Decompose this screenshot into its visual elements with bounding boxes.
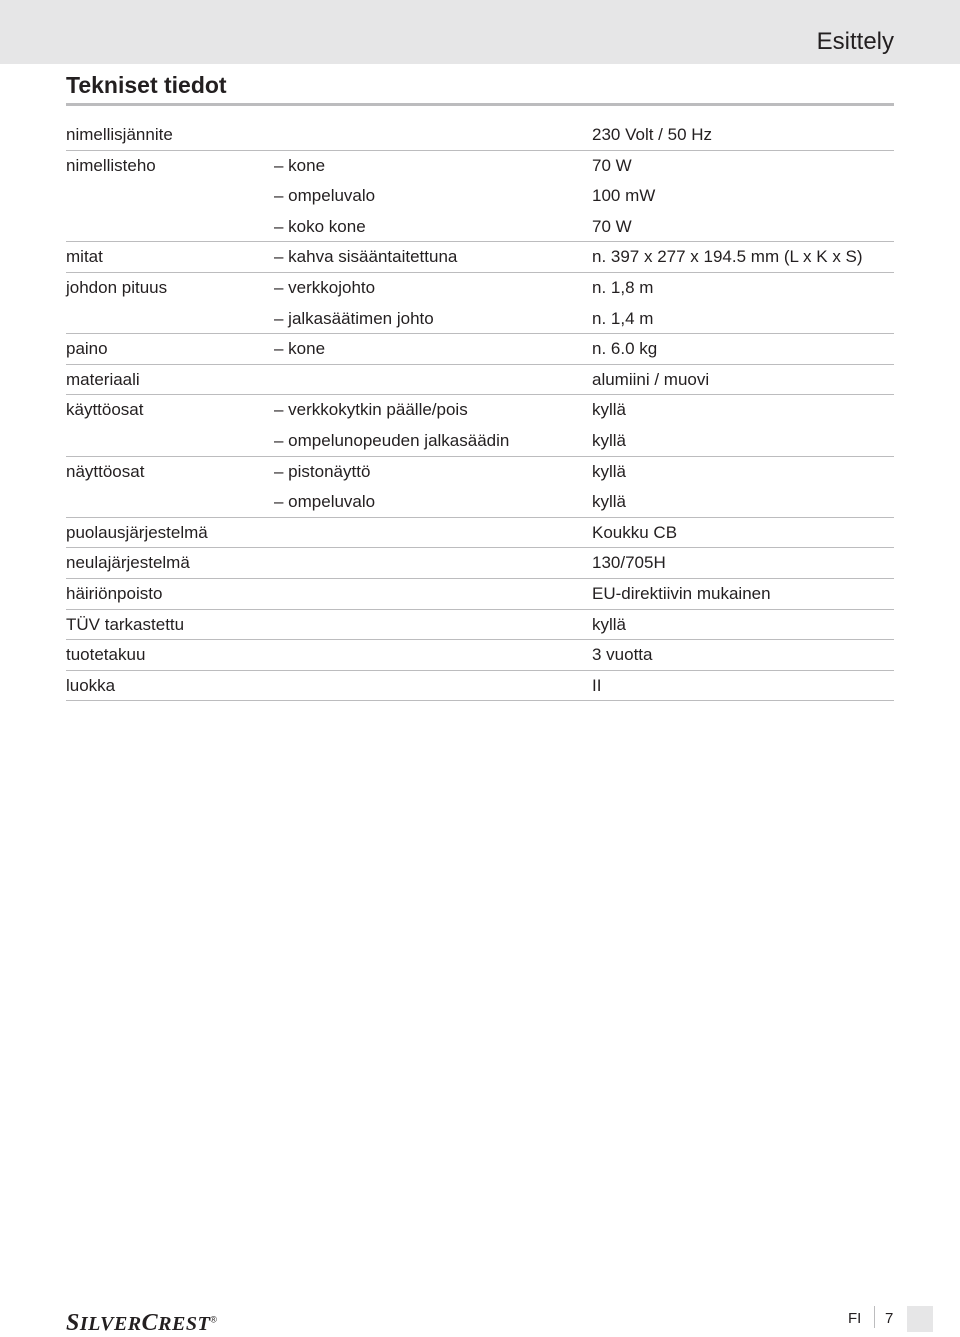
page-title: Tekniset tiedot: [66, 72, 227, 98]
spec-value: n. 1,8 m: [592, 277, 654, 297]
spec-sublabel: – pistonäyttö: [274, 461, 371, 481]
spec-sublabel: – kone: [274, 155, 326, 175]
spec-value: 70 W: [592, 216, 632, 236]
spec-label: materiaali: [66, 369, 140, 389]
spec-sublabel: – ompeluvalo: [274, 186, 376, 206]
spec-value: n. 397 x 277 x 194.5 mm (L x K x S): [592, 247, 863, 267]
spec-value: 230 Volt / 50 Hz: [592, 125, 713, 144]
spec-label: häiriönpoisto: [66, 583, 163, 603]
spec-label: nimellisjännite: [66, 125, 173, 144]
spec-sublabel: – verkkokytkin päälle/pois: [274, 400, 468, 420]
spec-value: EU-direktiivin mukainen: [592, 583, 771, 603]
spec-table: [66, 120, 894, 701]
spec-value: kyllä: [592, 430, 627, 450]
spec-row: [66, 151, 894, 182]
spec-sublabel: – verkkojohto: [274, 277, 376, 297]
spec-value: 100 mW: [592, 186, 656, 206]
spec-row: [66, 518, 894, 549]
spec-label: mitat: [66, 247, 103, 267]
spec-value: 70 W: [592, 155, 632, 175]
spec-label: puolausjärjestelmä: [66, 522, 208, 542]
spec-value: 130/705H: [592, 553, 666, 573]
spec-label: neulajärjestelmä: [66, 553, 190, 573]
page-number: 7: [885, 1310, 894, 1327]
footer-divider: [874, 1306, 875, 1328]
spec-sublabel: – ompelunopeuden jalkasäädin: [274, 430, 510, 450]
spec-sublabel: – ompeluvalo: [274, 492, 376, 512]
spec-sublabel: – koko kone: [274, 216, 366, 236]
brand-logo: SILVERCREST®: [66, 1310, 218, 1336]
spec-value: Koukku CB: [592, 522, 678, 542]
spec-row: [66, 212, 894, 243]
spec-value: alumiini / muovi: [592, 369, 710, 389]
spec-sublabel: – jalkasäätimen johto: [274, 308, 434, 328]
spec-value: n. 6.0 kg: [592, 339, 658, 359]
spec-row: [66, 426, 894, 457]
spec-row: [66, 579, 894, 610]
spec-row: [66, 242, 894, 273]
spec-sublabel: – kahva sisääntaitettuna: [274, 247, 458, 267]
spec-label: TÜV tarkastettu: [66, 614, 185, 634]
spec-row: [66, 395, 894, 426]
spec-row: [66, 671, 894, 702]
spec-label: tuotetakuu: [66, 645, 146, 665]
spec-row: [66, 120, 894, 151]
spec-value: 3 vuotta: [592, 645, 653, 665]
title-divider: [66, 103, 894, 106]
spec-label: näyttöosat: [66, 461, 145, 481]
spec-value: kyllä: [592, 400, 627, 420]
spec-row: [66, 273, 894, 304]
spec-row: [66, 457, 894, 488]
spec-row: [66, 181, 894, 212]
spec-label: nimellisteho: [66, 155, 156, 175]
spec-value: kyllä: [592, 492, 627, 512]
spec-value: II: [592, 675, 602, 695]
spec-row: [66, 640, 894, 671]
spec-value: kyllä: [592, 461, 627, 481]
spec-label: paino: [66, 339, 108, 359]
section-label: Esittely: [816, 28, 894, 55]
spec-label: luokka: [66, 675, 116, 695]
spec-value: kyllä: [592, 614, 627, 634]
spec-row: [66, 365, 894, 396]
spec-label: käyttöosat: [66, 400, 144, 420]
spec-row: [66, 610, 894, 641]
spec-label: johdon pituus: [66, 277, 168, 297]
spec-row: [66, 304, 894, 335]
spec-row: [66, 548, 894, 579]
spec-row: [66, 334, 894, 365]
spec-value: n. 1,4 m: [592, 308, 654, 328]
spec-sublabel: – kone: [274, 339, 326, 359]
footer-marker: [907, 1306, 933, 1332]
spec-row: [66, 487, 894, 518]
footer-language: FI: [848, 1310, 862, 1327]
